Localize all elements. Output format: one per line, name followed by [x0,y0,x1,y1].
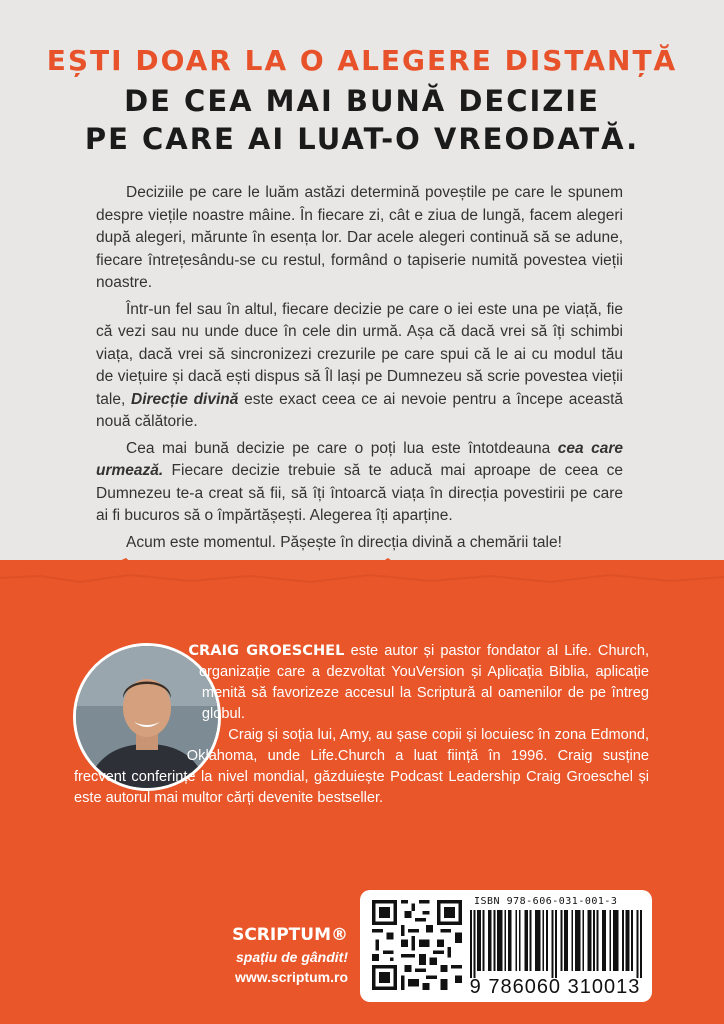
publisher-url: www.scriptum.ro [234,969,348,985]
blurb-p3-start: Cea mai bună decizie pe care o poți lua este întotdeauna [126,439,558,457]
blurb-paragraph-3 [96,438,623,528]
blurb-p3-end: Fiecare decizie trebuie să te aducă mai aproape de ceea ce Dumnezeu te-a creat să fii, să îți întoarcă viața în direcția povestirii pe care ai fi bucuros să o împărtășești. Alegerea îți aparține. [96,462,623,524]
torn-paper-edge [0,548,724,608]
blurb-text [96,182,623,558]
headline-line-3: PE CARE AI LUAT-O VREODATĂ. [84,122,640,156]
publisher-name: SCRIPTUM® [232,925,348,945]
blurb-p2-start: Într-un fel sau în altul, fiecare decizie pe care o iei este una pe viață, fie că vezi sau nu unde duce în cele din urmă. Așa că dacă vrei să îți schimbi viața, dacă vrei să sincronizezi crezurile pe care spui că le ai cu modul tău de viețuire și dacă ești dispus să Îl lași pe Dumnezeu să scrie povestea vieții tale, [96,300,623,408]
qr-code-icon [372,900,462,990]
blurb-paragraph-2 [96,299,623,434]
isbn-digits: 9 786060 310013 [469,976,641,998]
headline-line-1: EȘTI DOAR LA O ALEGERE DISTANȚĂ [46,44,678,77]
blurb-paragraph-1: Deciziile pe care le luăm astăzi determină poveștile pe care le spunem despre viețile noastre mâine. În fiecare zi, cât e ziua de lungă, facem alegeri după alegeri, mărunte în esența lor. Dar acele alegeri continuă să se adune, fiecare întrețesându-se cu restul, formând o tapiserie numită povestea vieții noastre. [96,184,623,291]
author-bio-paragraph-2: Craig și soția lui, Amy, au șase copii și locuiesc în zona Edmond, Oklahoma, unde Life.Church a luat ființă în 1996. Craig susține frecvent conferințe la nivel mondial, găzduiește Podcast Leadership Craig Groeschel și este autorul mai multor cărți devenite bestseller. [74,727,649,806]
blurb-p2-end: este exact ceea ce ai nevoie pentru a începe această nouă călătorie. [96,390,623,430]
author-name: CRAIG GROESCHEL [188,642,345,659]
barcode-panel [360,890,652,1002]
author-bio [74,640,649,809]
publisher-block [228,925,348,985]
isbn-label: ISBN 978-606-031-001-3 [474,896,618,907]
author-bio-1-text: este autor și pastor fondator al Life. Church, organizație care a dezvoltat YouVersion și Aplicația Biblia, aplicație menită să favorizeze accesul la Scriptură al oamenilor de pe întreg globul. [198,643,649,722]
headline-line-2: DE CEA MAI BUNĂ DECIZIE [124,84,600,118]
blurb-emphasis: cea care urmează. [96,439,623,479]
publisher-tagline: spațiu de gândit! [236,949,348,965]
blurb-paragraph-4: Acum este momentul. Pășește în direcția divină a chemării tale! [126,533,562,551]
barcode-icon [470,910,642,978]
book-title: Direcție divină [131,390,239,408]
